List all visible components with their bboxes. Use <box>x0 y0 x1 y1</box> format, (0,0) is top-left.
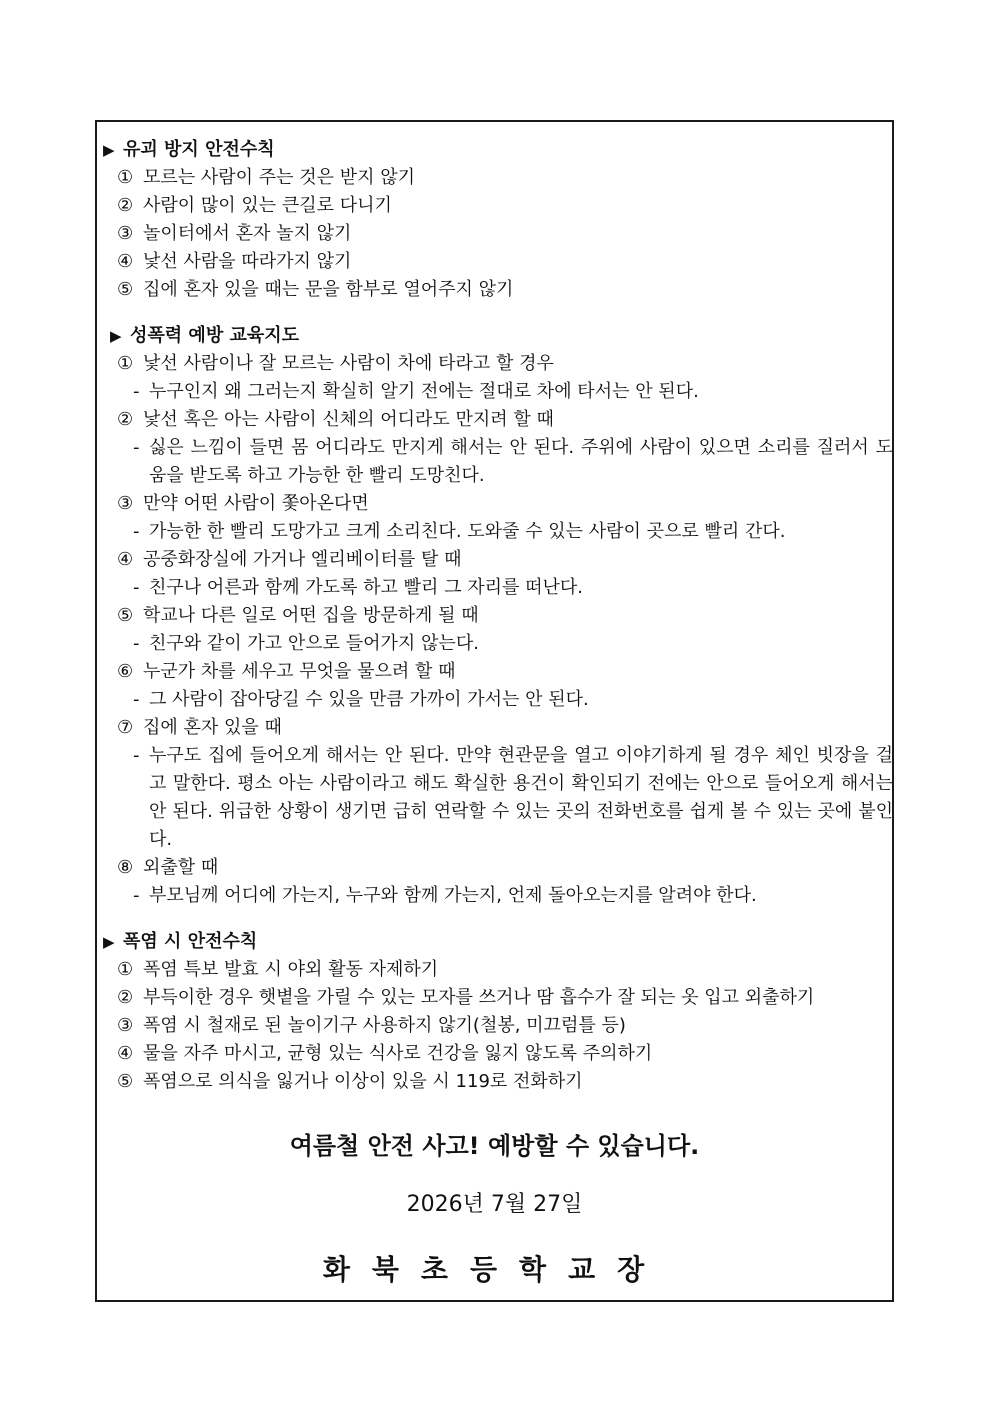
list-item: ③ 만약 어떤 사람이 쫓아온다면 <box>117 493 369 514</box>
list-item: ② 부득이한 경우 햇볕을 가릴 수 있는 모자를 쓰거나 땀 흡수가 잘 되는 옷 입고 외출하기 <box>117 987 815 1008</box>
list-item: ⑧ 외출할 때 <box>117 857 219 878</box>
list-item-detail: - 싫은 느낌이 들면 몸 어디라도 만지게 해서는 안 된다. 주위에 사람이 있으면 소리를 질러서 도움을 받도록 하고 가능한 한 빨리 도망친다. <box>133 437 893 486</box>
list-item: ⑤ 폭염으로 의식을 잃거나 이상이 있을 시 119로 전화하기 <box>117 1071 583 1092</box>
principal-signature: 화북초등학교장 <box>322 1253 667 1286</box>
list-item-detail: - 누구도 집에 들어오게 해서는 안 된다. 만약 현관문을 열고 이야기하게 될 경우 체인 빗장을 걸고 말한다. 평소 아는 사람이라고 해도 확실한 용건이 확인되기 전에는 안으로 들어오게 해서는 안 된다. 위급한 상황이 생기면 급히 연락할 수 있는 곳의 전화번호를 쉽게 볼 수 있는 곳에 붙인다. <box>133 745 893 850</box>
list-item: ④ 물을 자주 마시고, 균형 있는 식사로 건강을 잃지 않도록 주의하기 <box>117 1043 653 1064</box>
list-item: ① 폭염 특보 발효 시 야외 활동 자제하기 <box>117 959 439 980</box>
list-item-detail: - 그 사람이 잡아당길 수 있을 만큼 가까이 가서는 안 된다. <box>133 689 589 710</box>
list-item-detail: - 누구인지 왜 그러는지 확실히 알기 전에는 절대로 차에 타서는 안 된다. <box>133 381 699 402</box>
list-item: ④ 공중화장실에 가거나 엘리베이터를 탈 때 <box>117 549 462 570</box>
bullet-triangle-icon: ▶ <box>103 933 115 951</box>
section-title-heatwave: ▶ 폭염 시 안전수칙 <box>103 928 257 956</box>
section-title-kidnapping: ▶ 유괴 방지 안전수칙 <box>103 136 275 164</box>
list-item: ① 모르는 사람이 주는 것은 받지 않기 <box>117 167 416 188</box>
safety-slogan: 여름철 안전 사고! 예방할 수 있습니다. <box>289 1132 700 1160</box>
list-item: ⑤ 집에 혼자 있을 때는 문을 함부로 열어주지 않기 <box>117 279 514 300</box>
list-item: ⑥ 누군가 차를 세우고 무엇을 물으려 할 때 <box>117 661 456 682</box>
list-item: ③ 폭염 시 철재로 된 놀이기구 사용하지 않기(철봉, 미끄럼틀 등) <box>117 1015 626 1036</box>
document-date: 2026년 7월 27일 <box>406 1192 583 1217</box>
section-title-sexual-violence: ▶ 성폭력 예방 교육지도 <box>110 322 299 350</box>
list-item-detail: - 부모님께 어디에 가는지, 누구와 함께 가는지, 언제 돌아오는지를 알려야 한다. <box>133 885 757 906</box>
bullet-triangle-icon: ▶ <box>110 327 122 345</box>
list-item: ① 낯선 사람이나 잘 모르는 사람이 차에 타라고 할 경우 <box>117 353 554 374</box>
list-item: ⑤ 학교나 다른 일로 어떤 집을 방문하게 될 때 <box>117 605 479 626</box>
list-item: ② 사람이 많이 있는 큰길로 다니기 <box>117 195 392 216</box>
list-item: ④ 낯선 사람을 따라가지 않기 <box>117 251 352 272</box>
list-item-detail: - 친구나 어른과 함께 가도록 하고 빨리 그 자리를 떠난다. <box>133 577 584 598</box>
list-item: ⑦ 집에 혼자 있을 때 <box>117 717 282 738</box>
bullet-triangle-icon: ▶ <box>103 141 115 159</box>
list-item-detail: - 친구와 같이 가고 안으로 들어가지 않는다. <box>133 633 479 654</box>
list-item: ② 낯선 혹은 아는 사람이 신체의 어디라도 만지려 할 때 <box>117 409 554 430</box>
list-item: ③ 놀이터에서 혼자 놀지 않기 <box>117 223 352 244</box>
list-item-detail: - 가능한 한 빨리 도망가고 크게 소리친다. 도와줄 수 있는 사람이 곳으로 빨리 간다. <box>133 521 786 542</box>
